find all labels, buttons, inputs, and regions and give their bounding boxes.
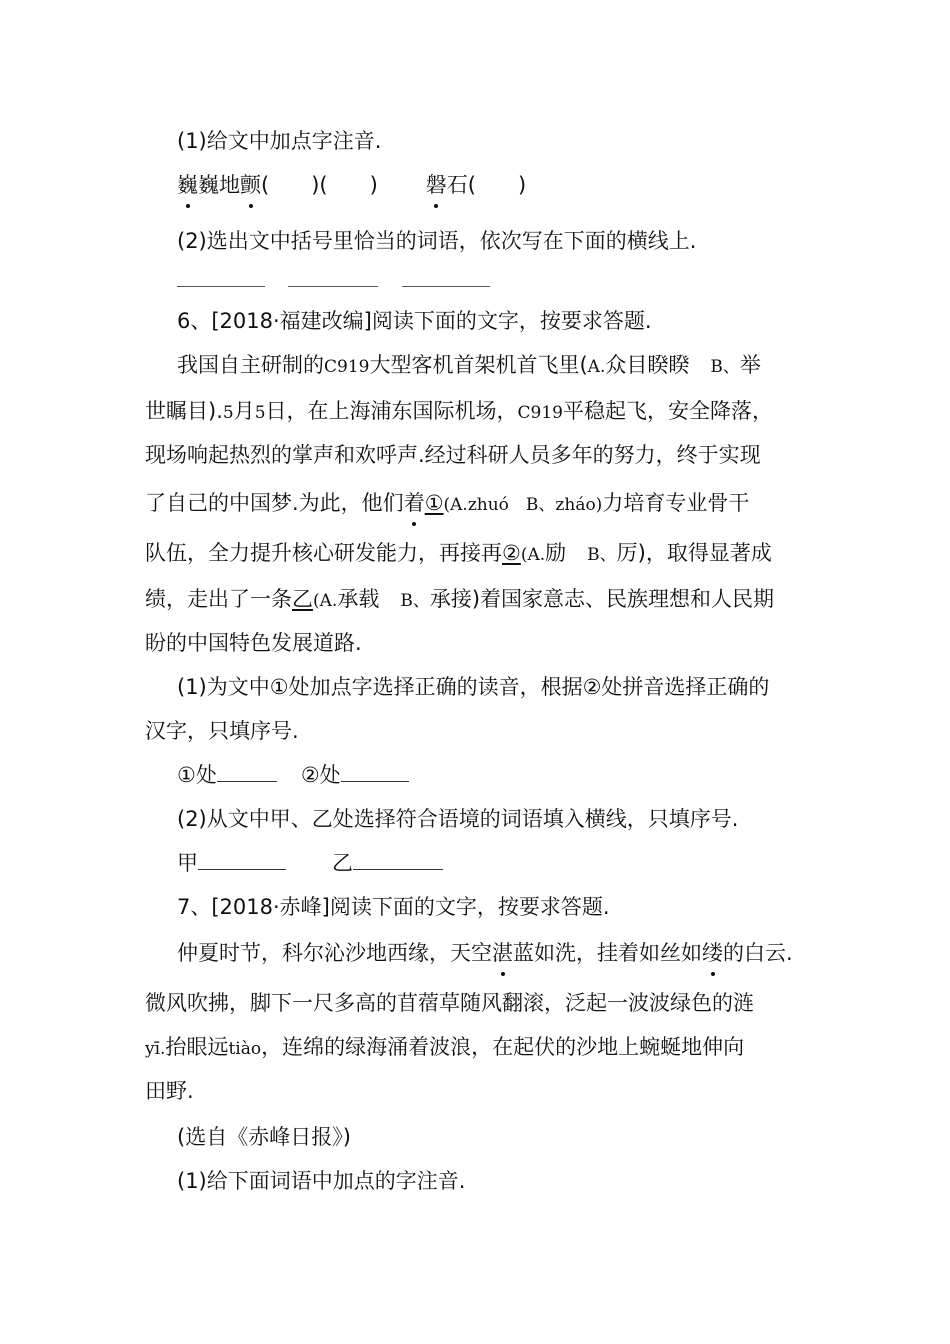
q6-passage-line-7: 盼的中国特色发展道路. [145,631,362,655]
q6-passage-line-6: 绩，走出了一条乙(A.承载 B、承接)着国家意志、民族理想和人民期 [145,587,775,611]
q7-passage-line-4: 田野. [145,1079,194,1103]
q5-text: 巍地 [198,173,240,197]
q6-passage-line-4: 了自己的中国梦.为此，他们着①(A.zhuó B、zháo)力培育专业骨干 [145,488,749,520]
q5-sub2: (2)选出文中括号里恰当的词语，依次写在下面的横线上. [177,229,697,253]
q6-passage-line-3: 现场响起热烈的掌声和欢呼声.经过科研人员多年的努力，终于实现 [145,443,761,467]
q6-sub1-a: (1)为文中①处加点字选择正确的读音，根据②处拼音选择正确的 [177,675,770,699]
q7-source: (选自《赤峰日报》) [177,1125,351,1149]
q6-passage-line-1: 我国自主研制的C919大型客机首架机首飞里(A.众目睽睽 B、举 [177,353,761,377]
q7-sub1: (1)给下面词语中加点的字注音. [177,1169,466,1193]
q6-answer-2: 甲 乙 [177,848,443,878]
q7-dotted-char: 湛 [492,938,513,968]
q5-answer-parens[interactable]: ( )( ) [261,173,378,197]
q6-blank-jia[interactable] [198,849,286,870]
q6-passage-line-2: 世瞩目).5月5日，在上海浦东国际机场，C919平稳起飞，安全降落， [145,399,773,423]
q6-dotted-char: 着 [404,488,425,518]
q6-marker-yi: 乙 [292,587,313,611]
q7-passage-line-1: 仲夏时节，科尔沁沙地西缘，天空湛蓝如洗，挂着如丝如缕的白云. [177,938,793,968]
q6-sub2: (2)从文中甲、乙处选择符合语境的词语填入横线，只填序号. [177,807,739,831]
q6-sub1-b: 汉字，只填序号. [145,719,299,743]
q7-passage-line-3: yī.抬眼远tiào，连绵的绿海涌着波浪，在起伏的沙地上蜿蜒地伸向 [145,1035,745,1059]
q5-answer-line-1[interactable] [177,286,265,287]
q6-passage-line-5: 队伍，全力提升核心研发能力，再接再②(A.励 B、厉)，取得显著成 [145,541,772,565]
q7-dotted-char: 缕 [702,938,723,968]
q6-blank-1[interactable] [217,761,277,782]
q5-pinyin-items [177,170,526,200]
q5-dotted-char: 巍 [177,170,198,200]
q5-answer-parens[interactable]: 石( ) [446,173,527,197]
q5-answer-line-3[interactable] [402,286,490,287]
q6-blank-2[interactable] [341,761,409,782]
q5-dotted-char: 磐 [426,170,447,200]
q7-passage-line-2: 微风吹拂，脚下一尺多高的苜蓿草随风翻滚，泛起一波波绿色的涟 [145,991,754,1015]
q7-title: 7、[2018·赤峰]阅读下面的文字，按要求答题. [177,895,610,919]
q6-marker-2: ② [502,541,521,565]
q5-answer-line-2[interactable] [288,286,378,287]
q6-blank-yi[interactable] [353,849,443,870]
q6-answer-1: ①处 ②处 [177,760,409,790]
q6-title: 6、[2018·福建改编]阅读下面的文字，按要求答题. [177,309,652,333]
q5-dotted-char: 颤 [240,170,261,200]
q6-marker-1: ① [424,491,444,515]
q5-sub1: (1)给文中加点字注音. [177,129,382,153]
